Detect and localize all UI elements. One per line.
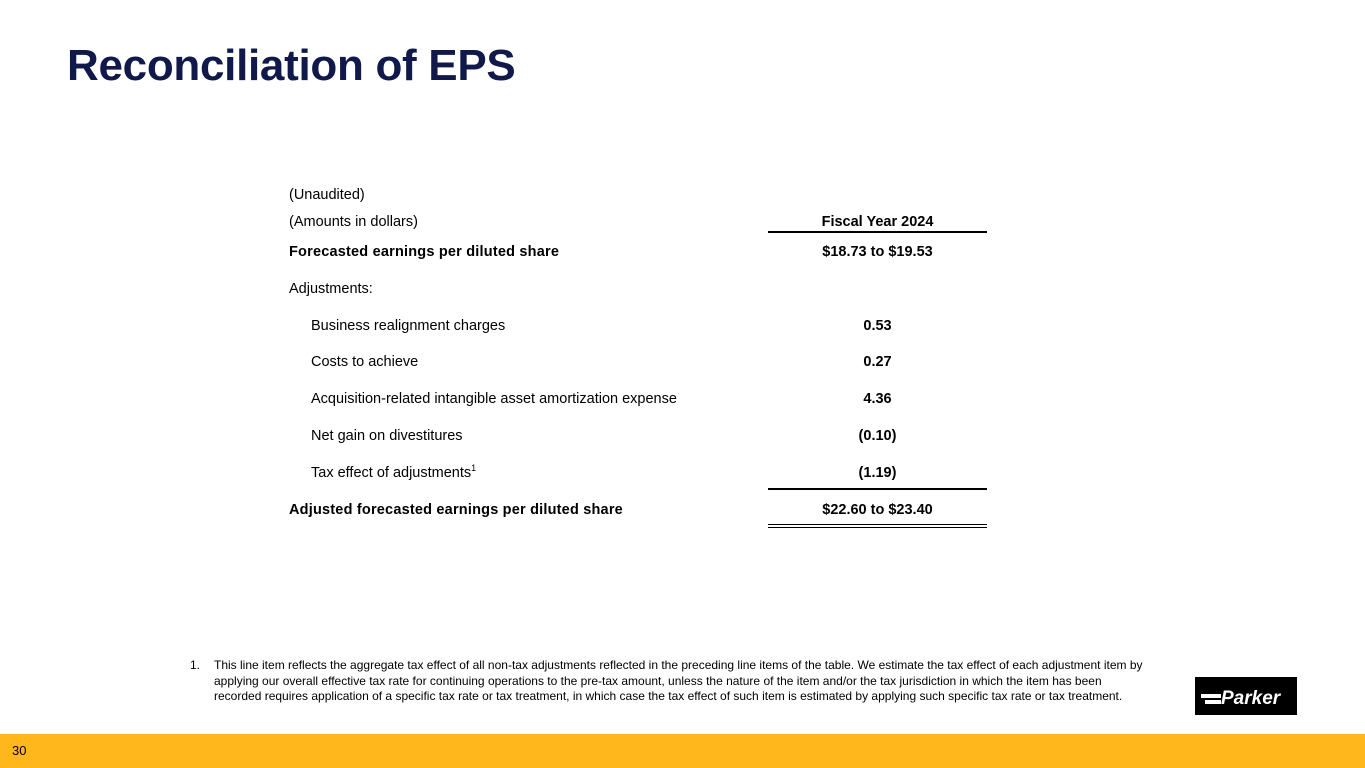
- total-double-rule: [768, 524, 987, 528]
- footnote: [190, 658, 1150, 705]
- row-value-adjusted-eps: $22.60 to $23.40: [822, 502, 933, 518]
- parker-logo-text: Parker: [1221, 688, 1281, 709]
- row-label-costs-to-achieve: Costs to achieve: [311, 354, 419, 370]
- page-title: Reconciliation of EPS: [67, 41, 516, 90]
- footnote-number: 1.: [190, 658, 201, 672]
- column-header: Fiscal Year 2024: [821, 214, 934, 230]
- footnote-text: This line item reflects the aggregate tax effect of all non-tax adjustments reflected in the preceding line items of the table. We estimate the tax effect of each adjustment item by applying our overall effective tax rate for continuing operations to the pre-tax amount, unless the nature of the item and/or the tax jurisdiction in which the item has been recorded requires application of a specific tax rate or tax treatment, in which case the tax effect of such item is estimated by applying such specific tax rate or tax treatment.: [214, 658, 1143, 703]
- parker-logo-graphic: [1195, 677, 1297, 715]
- footnote-reference: 1: [471, 463, 477, 473]
- row-label-tax-effect: Tax effect of adjustments: [311, 465, 472, 481]
- row-label-adjustments: Adjustments:: [289, 281, 373, 297]
- row-value-business-realignment: 0.53: [863, 318, 892, 334]
- row-label-amortization: Acquisition-related intangible asset amortization expense: [311, 391, 677, 407]
- row-value-amortization: 4.36: [863, 391, 892, 407]
- footer-bar: [0, 734, 1365, 768]
- row-value-forecasted-eps: $18.73 to $19.53: [822, 244, 933, 260]
- amounts-note: (Amounts in dollars): [289, 214, 418, 230]
- row-value-net-gain: (0.10): [858, 428, 897, 444]
- header-rule: [768, 231, 987, 233]
- row-value-costs-to-achieve: 0.27: [863, 354, 892, 370]
- row-label-business-realignment: Business realignment charges: [311, 318, 506, 334]
- row-label-net-gain: Net gain on divestitures: [311, 428, 463, 444]
- page-number: 30: [12, 743, 27, 758]
- unaudited-note: (Unaudited): [289, 187, 365, 203]
- row-value-tax-effect: (1.19): [858, 465, 897, 481]
- row-label-forecasted-eps: Forecasted earnings per diluted share: [289, 244, 560, 260]
- row-tax-effect: [311, 464, 476, 482]
- subtotal-rule: [768, 488, 987, 490]
- row-label-adjusted-eps: Adjusted forecasted earnings per diluted share: [289, 502, 623, 518]
- parker-logo: [1195, 677, 1297, 715]
